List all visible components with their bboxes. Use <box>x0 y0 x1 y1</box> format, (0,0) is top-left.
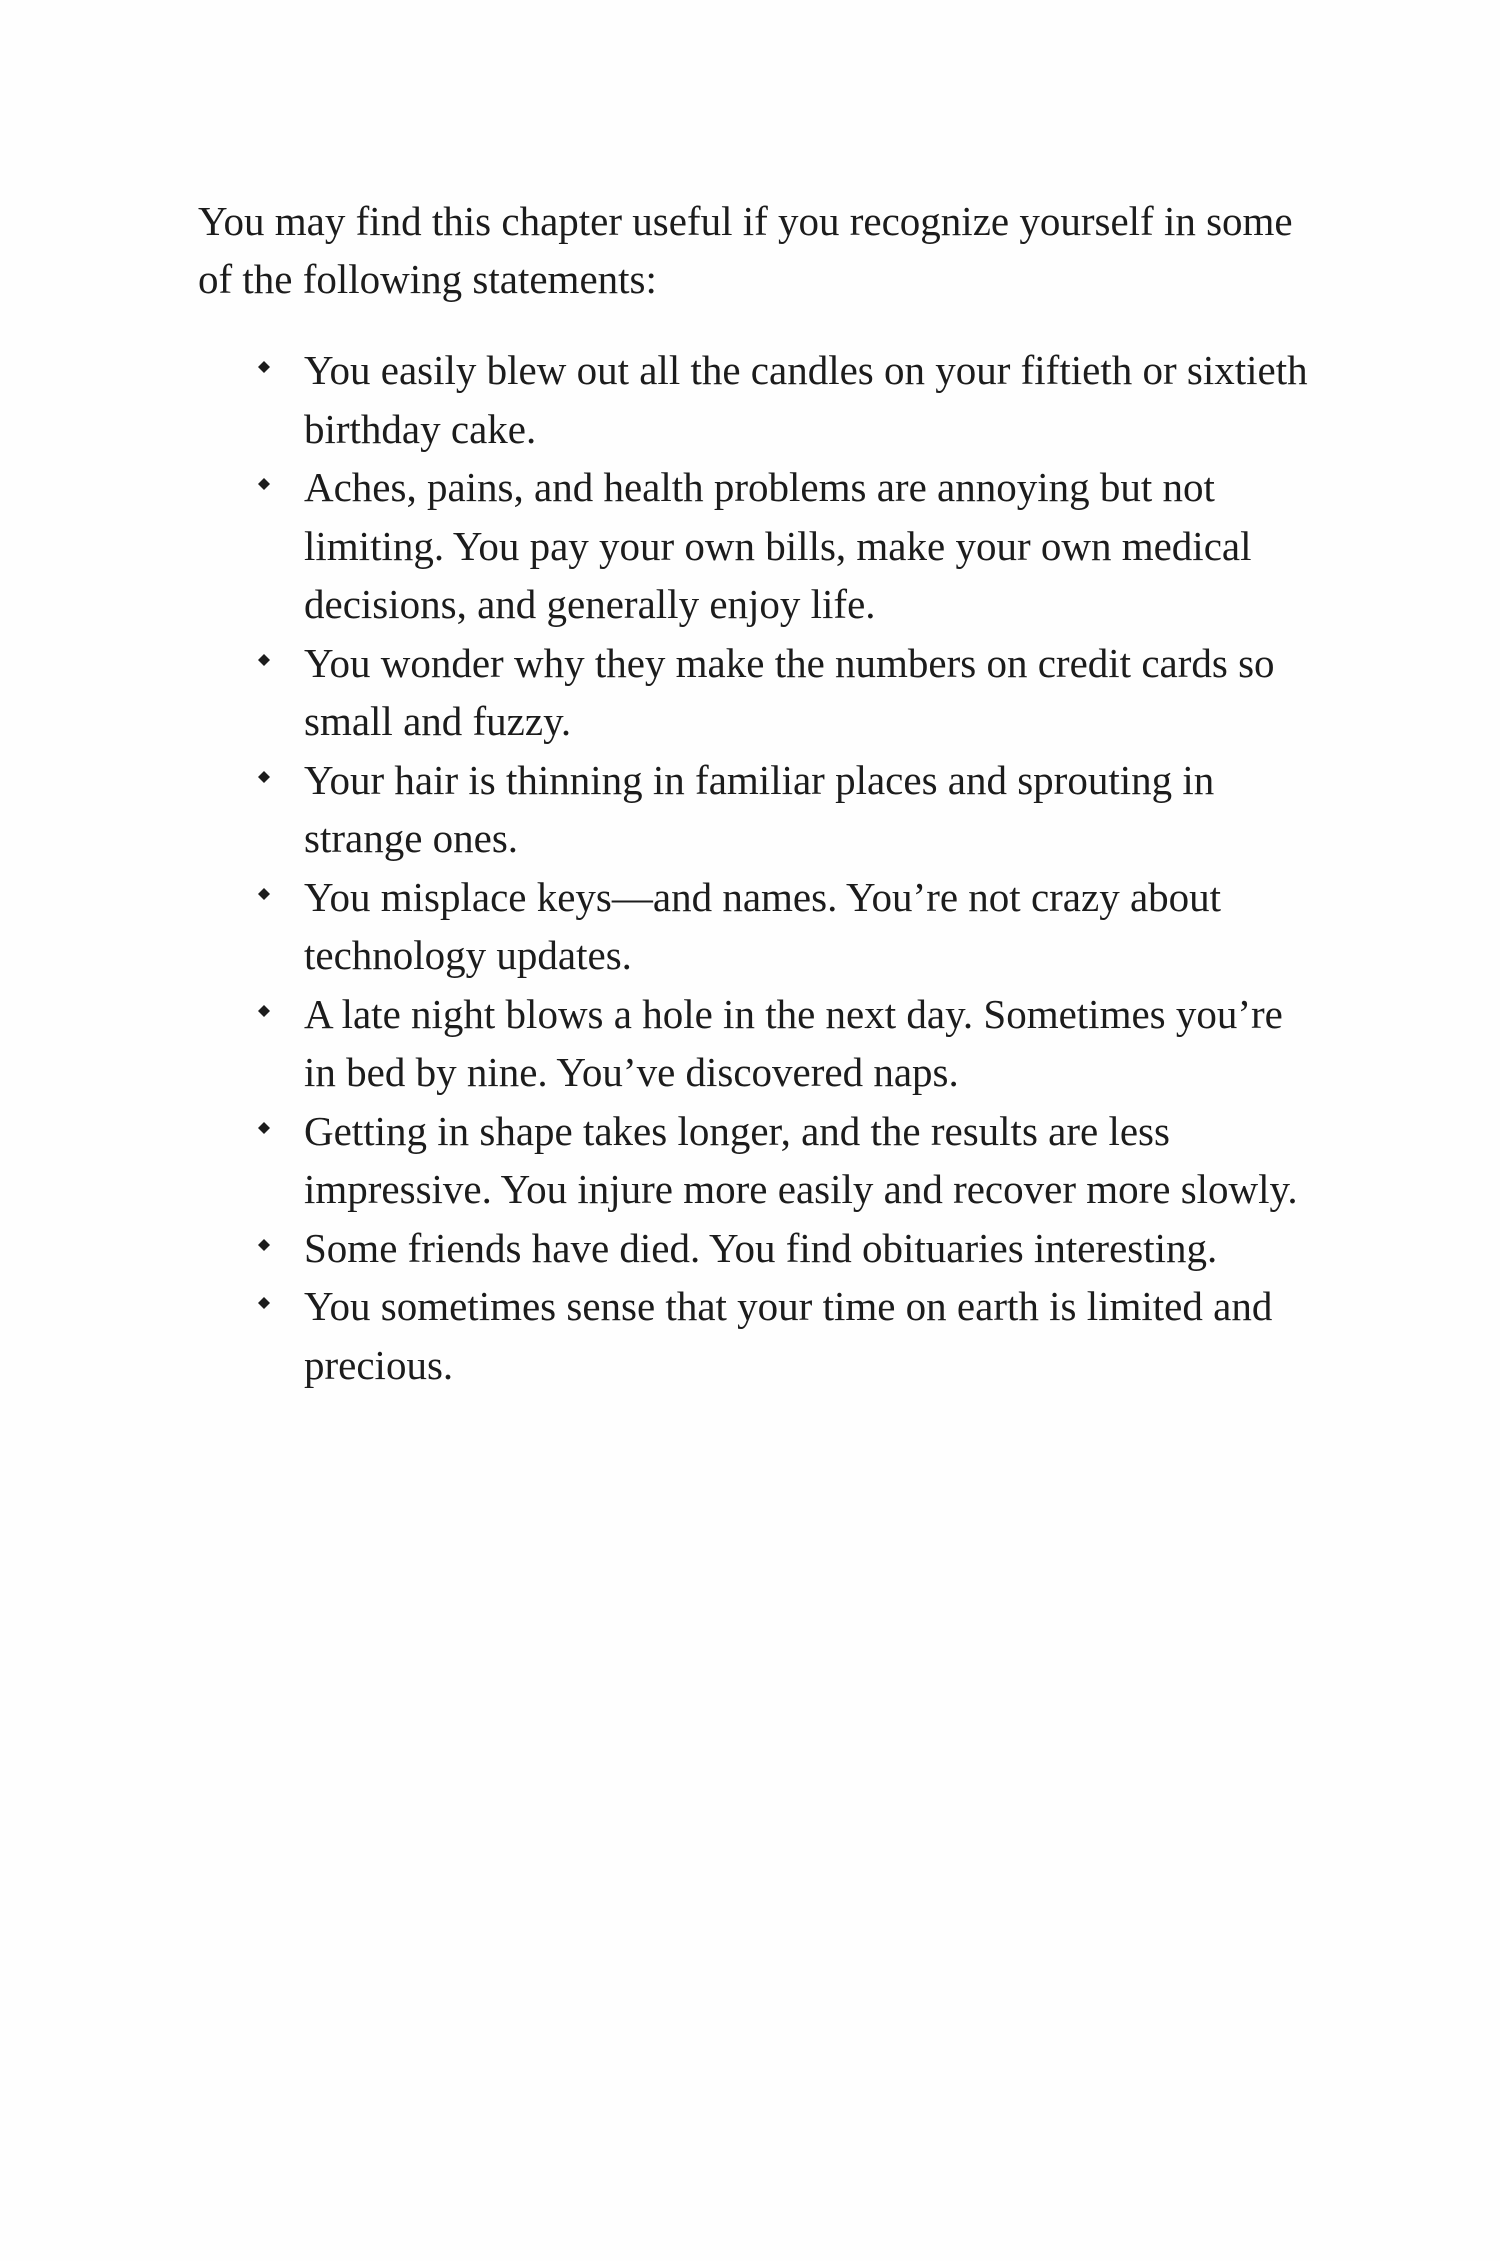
list-item-text: You misplace keys—and names. You’re not crazy about technology updates. <box>304 873 1222 978</box>
list-item-text: Aches, pains, and health problems are annoying but not limiting. You pay your own bills, make your own medical decisions, and generally enjoy life. <box>304 464 1252 627</box>
list-item-text: A late night blows a hole in the next day. Sometimes you’re in bed by nine. You’ve discovered naps. <box>304 990 1283 1095</box>
diamond-bullet-icon <box>258 1297 270 1309</box>
diamond-bullet-icon <box>258 1005 270 1017</box>
page-content <box>198 192 1308 1394</box>
list-item <box>304 341 1308 458</box>
diamond-bullet-icon <box>258 1239 270 1251</box>
list-item-text: You wonder why they make the numbers on credit cards so small and fuzzy. <box>304 639 1275 744</box>
intro-paragraph: You may find this chapter useful if you recognize yourself in some of the following statements: <box>198 198 1293 302</box>
list-item-text: Some friends have died. You find obituaries interesting. <box>304 1224 1218 1271</box>
list-item-text: Getting in shape takes longer, and the results are less impressive. You injure more easily and recover more slowly. <box>304 1107 1298 1212</box>
diamond-bullet-icon <box>258 654 270 666</box>
diamond-bullet-icon <box>258 888 270 900</box>
diamond-bullet-icon <box>258 361 270 373</box>
statement-list <box>198 341 1308 1394</box>
list-item <box>304 1277 1308 1394</box>
diamond-bullet-icon <box>258 478 270 490</box>
list-item <box>304 751 1308 868</box>
list-item-text: Your hair is thinning in familiar places and sprouting in strange ones. <box>304 756 1215 861</box>
list-item <box>304 1102 1308 1219</box>
list-item <box>304 985 1308 1102</box>
diamond-bullet-icon <box>258 771 270 783</box>
list-item <box>304 458 1308 634</box>
list-item <box>304 634 1308 751</box>
list-item-text: You easily blew out all the candles on your fiftieth or sixtieth birthday cake. <box>304 347 1308 452</box>
list-item-text: You sometimes sense that your time on earth is limited and precious. <box>304 1283 1273 1388</box>
diamond-bullet-icon <box>258 1122 270 1134</box>
list-item <box>304 1219 1308 1278</box>
list-item <box>304 868 1308 985</box>
